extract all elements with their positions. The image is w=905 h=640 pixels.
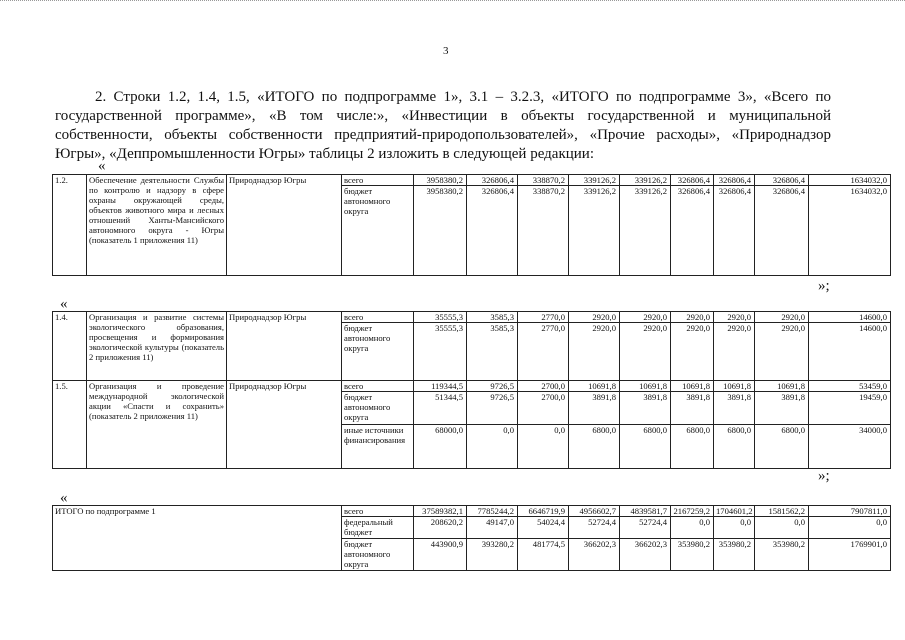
source-label: всего [342, 312, 414, 323]
value-cell: 19459,0 [809, 392, 891, 425]
scan-top-edge [0, 0, 905, 5]
value-cell: 0,0 [518, 425, 569, 469]
table-rows-1-4-1-5 [52, 311, 891, 469]
measure-name: Организация и проведение международной экологической акции «Спасти и сохранить» (показатель 2 приложения 11) [87, 381, 227, 469]
value-cell: 10691,8 [755, 381, 809, 392]
value-cell: 326806,4 [671, 175, 714, 186]
source-label: бюджет автономного округа [342, 539, 414, 571]
value-cell: 3891,8 [755, 392, 809, 425]
value-cell: 7907811,0 [809, 506, 891, 517]
amendment-paragraph: 2. Строки 1.2, 1.4, 1.5, «ИТОГО по подпрограмме 1», 3.1 – 3.2.3, «ИТОГО по подпрограмме 3», «Всего по государственной программе», «В том числе:», «Инвестиции в объекты государственной и муниципальной собственности, объекты собственности предприятий-природопользователей», «Прочие расходы», «Природнадзор Югры», «Деппромышленности Югры» таблицы 2 изложить в следующей редакции: [55, 89, 831, 162]
open-quote: « [98, 158, 106, 174]
value-cell: 34000,0 [809, 425, 891, 469]
table-subprogram-1-total [52, 505, 891, 571]
value-cell: 366202,3 [620, 539, 671, 571]
value-cell: 4839581,7 [620, 506, 671, 517]
value-cell: 0,0 [809, 517, 891, 539]
value-cell: 481774,5 [518, 539, 569, 571]
value-cell: 1581562,2 [755, 506, 809, 517]
value-cell: 326806,4 [671, 186, 714, 276]
value-cell: 35555,3 [414, 312, 467, 323]
value-cell: 353980,2 [755, 539, 809, 571]
value-cell: 3891,8 [714, 392, 755, 425]
value-cell: 52724,4 [620, 517, 671, 539]
value-cell: 6800,0 [569, 425, 620, 469]
value-cell: 0,0 [467, 425, 518, 469]
value-cell: 2920,0 [755, 312, 809, 323]
value-cell: 14600,0 [809, 312, 891, 323]
value-cell: 54024,4 [518, 517, 569, 539]
value-cell: 2167259,2 [671, 506, 714, 517]
open-quote: « [60, 490, 68, 506]
value-cell: 393280,2 [467, 539, 518, 571]
value-cell: 326806,4 [714, 175, 755, 186]
table-row-1-2 [52, 174, 891, 276]
value-cell: 3891,8 [671, 392, 714, 425]
value-cell: 3891,8 [620, 392, 671, 425]
open-quote: « [60, 296, 68, 312]
row-number: 1.5. [53, 381, 87, 469]
value-cell: 2920,0 [620, 323, 671, 381]
value-cell: 2920,0 [755, 323, 809, 381]
value-cell: 1704601,2 [714, 506, 755, 517]
source-label: бюджет автономного округа [342, 392, 414, 425]
value-cell: 326806,4 [467, 186, 518, 276]
value-cell: 2920,0 [714, 323, 755, 381]
value-cell: 326806,4 [714, 186, 755, 276]
page-number: 3 [443, 45, 449, 57]
value-cell: 339126,2 [620, 175, 671, 186]
value-cell: 3585,3 [467, 323, 518, 381]
value-cell: 10691,8 [714, 381, 755, 392]
measure-name: Обеспечение деятельности Службы по контролю и надзору в сфере охраны окружающей среды, объектов животного мира и лесных отношений Ханты-Мансийского автономного округа - Югры (показатель 1 приложения 11) [87, 175, 227, 276]
source-label: федеральный бюджет [342, 517, 414, 539]
executor: Природнадзор Югры [227, 381, 342, 469]
source-label: иные источники финансирования [342, 425, 414, 469]
source-label: бюджет автономного округа [342, 186, 414, 276]
value-cell: 0,0 [755, 517, 809, 539]
value-cell: 3958380,2 [414, 186, 467, 276]
measure-name: Организация и развитие системы экологического образования, просвещения и формирования экологической культуры (показатель 2 приложения 11) [87, 312, 227, 381]
value-cell: 4956602,7 [569, 506, 620, 517]
value-cell: 326806,4 [467, 175, 518, 186]
value-cell: 2920,0 [569, 312, 620, 323]
value-cell: 338870,2 [518, 175, 569, 186]
close-quote: »; [818, 278, 830, 294]
value-cell: 53459,0 [809, 381, 891, 392]
value-cell: 35555,3 [414, 323, 467, 381]
value-cell: 7785244,2 [467, 506, 518, 517]
value-cell: 14600,0 [809, 323, 891, 381]
value-cell: 0,0 [671, 517, 714, 539]
source-label: всего [342, 381, 414, 392]
value-cell: 326806,4 [755, 175, 809, 186]
value-cell: 326806,4 [755, 186, 809, 276]
total-label: ИТОГО по подпрограмме 1 [53, 506, 342, 571]
value-cell: 339126,2 [569, 186, 620, 276]
value-cell: 68000,0 [414, 425, 467, 469]
value-cell: 2920,0 [569, 323, 620, 381]
value-cell: 2700,0 [518, 381, 569, 392]
value-cell: 1634032,0 [809, 175, 891, 186]
value-cell: 6800,0 [620, 425, 671, 469]
source-label: всего [342, 506, 414, 517]
value-cell: 366202,3 [569, 539, 620, 571]
row-number: 1.4. [53, 312, 87, 381]
value-cell: 2920,0 [714, 312, 755, 323]
source-label: всего [342, 175, 414, 186]
row-number: 1.2. [53, 175, 87, 276]
value-cell: 2770,0 [518, 323, 569, 381]
value-cell: 2920,0 [671, 312, 714, 323]
value-cell: 49147,0 [467, 517, 518, 539]
value-cell: 9726,5 [467, 392, 518, 425]
value-cell: 6800,0 [714, 425, 755, 469]
value-cell: 3585,3 [467, 312, 518, 323]
value-cell: 1634032,0 [809, 186, 891, 276]
value-cell: 10691,8 [620, 381, 671, 392]
value-cell: 2920,0 [671, 323, 714, 381]
value-cell: 339126,2 [569, 175, 620, 186]
value-cell: 6800,0 [671, 425, 714, 469]
source-label: бюджет автономного округа [342, 323, 414, 381]
value-cell: 119344,5 [414, 381, 467, 392]
close-quote: »; [818, 468, 830, 484]
value-cell: 2920,0 [620, 312, 671, 323]
executor: Природнадзор Югры [227, 312, 342, 381]
value-cell: 2700,0 [518, 392, 569, 425]
value-cell: 3958380,2 [414, 175, 467, 186]
value-cell: 6646719,9 [518, 506, 569, 517]
executor: Природнадзор Югры [227, 175, 342, 276]
value-cell: 1769901,0 [809, 539, 891, 571]
value-cell: 2770,0 [518, 312, 569, 323]
value-cell: 10691,8 [671, 381, 714, 392]
value-cell: 353980,2 [671, 539, 714, 571]
value-cell: 37589382,1 [414, 506, 467, 517]
value-cell: 9726,5 [467, 381, 518, 392]
value-cell: 10691,8 [569, 381, 620, 392]
value-cell: 443900,9 [414, 539, 467, 571]
value-cell: 51344,5 [414, 392, 467, 425]
value-cell: 0,0 [714, 517, 755, 539]
value-cell: 3891,8 [569, 392, 620, 425]
value-cell: 338870,2 [518, 186, 569, 276]
value-cell: 6800,0 [755, 425, 809, 469]
value-cell: 52724,4 [569, 517, 620, 539]
value-cell: 353980,2 [714, 539, 755, 571]
value-cell: 339126,2 [620, 186, 671, 276]
value-cell: 208620,2 [414, 517, 467, 539]
